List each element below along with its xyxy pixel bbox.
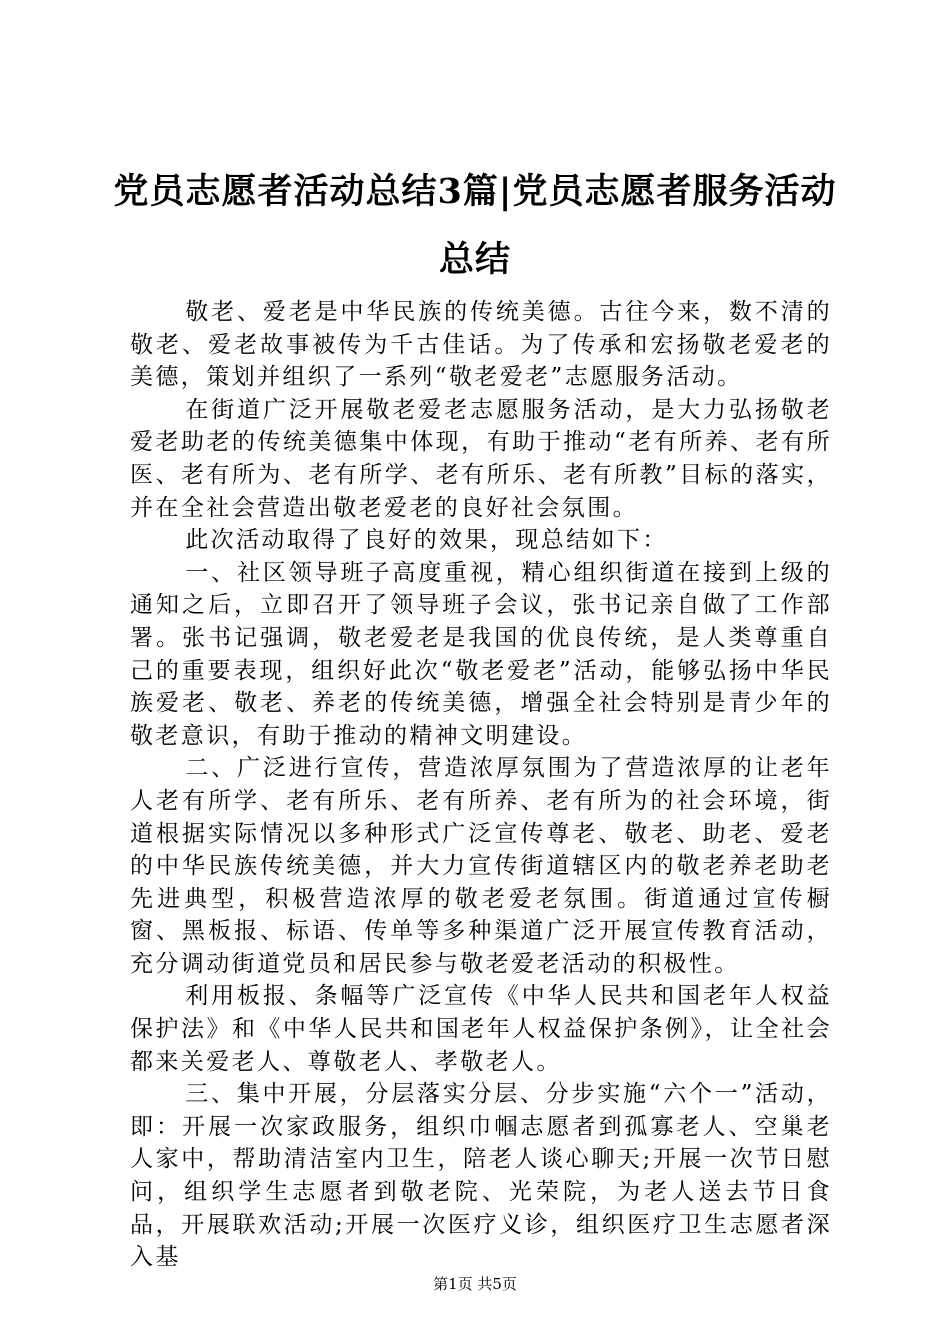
- document-title: 党员志愿者活动总结3篇|党员志愿者服务活动总结: [113, 171, 837, 280]
- paragraph-4: 一、社区领导班子高度重视，精心组织街道在接到上级的通知之后，立即召开了领导班子会议，张书记亲自做了工作部署。张书记强调，敬老爱老是我国的优良传统，是人类尊重自己的重要表现，组织好此次“敬老爱老”活动，能够弘扬中华民族爱老、敬老、养老的传统美德，增强全社会特别是青少年的敬老意识，有助于推动的精神文明建设。: [130, 559, 832, 749]
- page-number-footer: 第1页 共5页: [433, 1275, 517, 1293]
- paragraph-7: 三、集中开展，分层落实分层、分步实施“六个一”活动，即：开展一次家政服务，组织巾帼志愿者到孤寡老人、空巢老人家中，帮助清洁室内卫生，陪老人谈心聊天;开展一次节日慰问，组织学生志愿者到敬老院、光荣院，为老人送去节日食品，开展联欢活动;开展一次医疗义诊，组织医疗卫生志愿者深入基: [130, 1081, 832, 1271]
- paragraph-3: 此次活动取得了良好的效果，现总结如下：: [185, 527, 668, 554]
- paragraph-6: 利用板报、条幅等广泛宣传《中华人民共和国老年人权益保护法》和《中华人民共和国老年人权益保护条例》，让全社会都来关爱老人、尊敬老人、孝敬老人。: [130, 983, 832, 1075]
- paragraph-5: 二、广泛进行宣传，营造浓厚氛围为了营造浓厚的让老年人老有所学、老有所乐、老有所养、老有所为的社会环境，街道根据实际情况以多种形式广泛宣传尊老、敬老、助老、爱老的中华民族传统美德，并大力宣传街道辖区内的敬老养老助老先进典型，积极营造浓厚的敬老爱老氛围。街道通过宣传橱窗、黑板报、标语、传单等多种渠道广泛开展宣传教育活动，充分调动街道党员和居民参与敬老爱老活动的积极性。: [130, 755, 832, 977]
- paragraph-1: 敬老、爱老是中华民族的传统美德。古往今来，数不清的敬老、爱老故事被传为千古佳话。为了传承和宏扬敬老爱老的美德，策划并组织了一系列“敬老爱老”志愿服务活动。: [130, 299, 832, 391]
- paragraph-2: 在街道广泛开展敬老爱老志愿服务活动，是大力弘扬敬老爱老助老的传统美德集中体现，有助于推动“老有所养、老有所医、老有所为、老有所学、老有所乐、老有所教”目标的落实，并在全社会营造出敬老爱老的良好社会氛围。: [130, 396, 832, 521]
- document-body: [130, 296, 832, 1274]
